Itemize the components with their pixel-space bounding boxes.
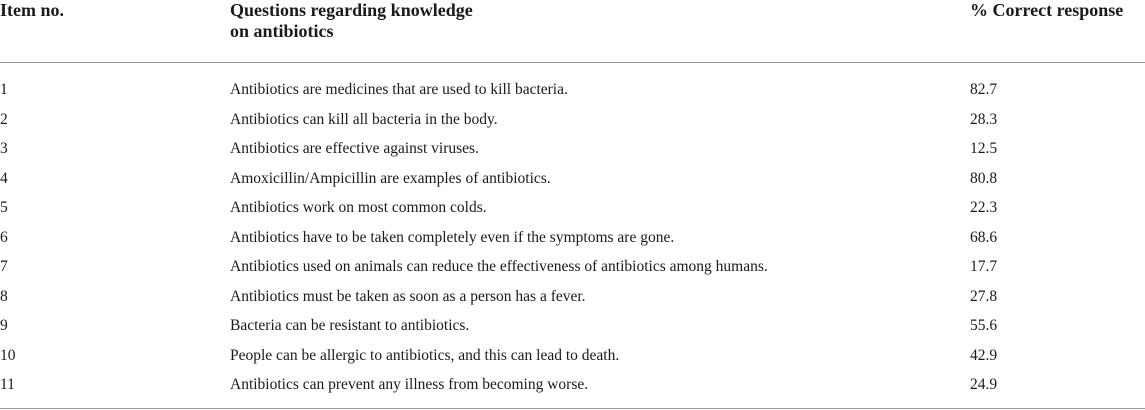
table-body	[0, 63, 1145, 400]
correct-percent: 12.5	[970, 140, 998, 157]
correct-percent: 17.7	[970, 258, 998, 275]
table-header	[0, 0, 1145, 63]
correct-percent: 80.8	[970, 169, 998, 187]
correct-percent: 55.6	[970, 317, 998, 334]
correct-percent: 27.8	[970, 287, 998, 305]
table-row	[0, 105, 1145, 135]
item-number: 6	[0, 228, 8, 246]
correct-percent: 24.9	[970, 376, 998, 393]
question-text: Antibiotics used on animals can reduce the effectiveness of antibiotics among humans.	[230, 258, 768, 275]
header-item-no: Item no.	[0, 0, 64, 20]
item-number: 5	[0, 199, 8, 216]
table-row	[0, 193, 1145, 223]
table-row	[0, 252, 1145, 282]
header-correct-response: % Correct response	[970, 0, 1124, 20]
table-row	[0, 75, 1145, 105]
item-number: 2	[0, 110, 8, 128]
table-row	[0, 164, 1145, 194]
item-number: 9	[0, 317, 8, 334]
question-text: Amoxicillin/Ampicillin are examples of antibiotics.	[230, 169, 551, 187]
question-text: People can be allergic to antibiotics, and this can lead to death.	[230, 346, 620, 364]
item-number: 7	[0, 258, 8, 275]
table-row	[0, 134, 1145, 164]
item-number: 11	[0, 376, 15, 393]
table-row	[0, 282, 1145, 312]
correct-percent: 82.7	[970, 81, 998, 98]
header-questions-line1: Questions regarding knowledge	[230, 0, 473, 20]
header-questions-line2: on antibiotics	[230, 21, 334, 41]
question-text: Antibiotics can kill all bacteria in the body.	[230, 110, 498, 128]
correct-percent: 22.3	[970, 199, 998, 216]
correct-percent: 42.9	[970, 346, 998, 364]
question-text: Antibiotics must be taken as soon as a person has a fever.	[230, 287, 586, 305]
item-number: 1	[0, 81, 8, 98]
question-text: Bacteria can be resistant to antibiotics.	[230, 317, 470, 334]
question-text: Antibiotics have to be taken completely even if the symptoms are gone.	[230, 228, 675, 246]
table-row	[0, 341, 1145, 371]
question-text: Antibiotics are medicines that are used to kill bacteria.	[230, 81, 568, 98]
item-number: 10	[0, 346, 16, 364]
question-text: Antibiotics work on most common colds.	[230, 199, 487, 216]
table-row	[0, 370, 1145, 400]
header-questions	[230, 0, 473, 42]
item-number: 8	[0, 287, 8, 305]
table-row	[0, 223, 1145, 253]
correct-percent: 68.6	[970, 228, 998, 246]
item-number: 4	[0, 169, 8, 187]
question-text: Antibiotics are effective against viruses.	[230, 140, 479, 157]
question-text: Antibiotics can prevent any illness from becoming worse.	[230, 376, 589, 393]
table-bottom-rule	[0, 408, 1145, 409]
correct-percent: 28.3	[970, 110, 998, 128]
item-number: 3	[0, 140, 8, 157]
table-row	[0, 311, 1145, 341]
